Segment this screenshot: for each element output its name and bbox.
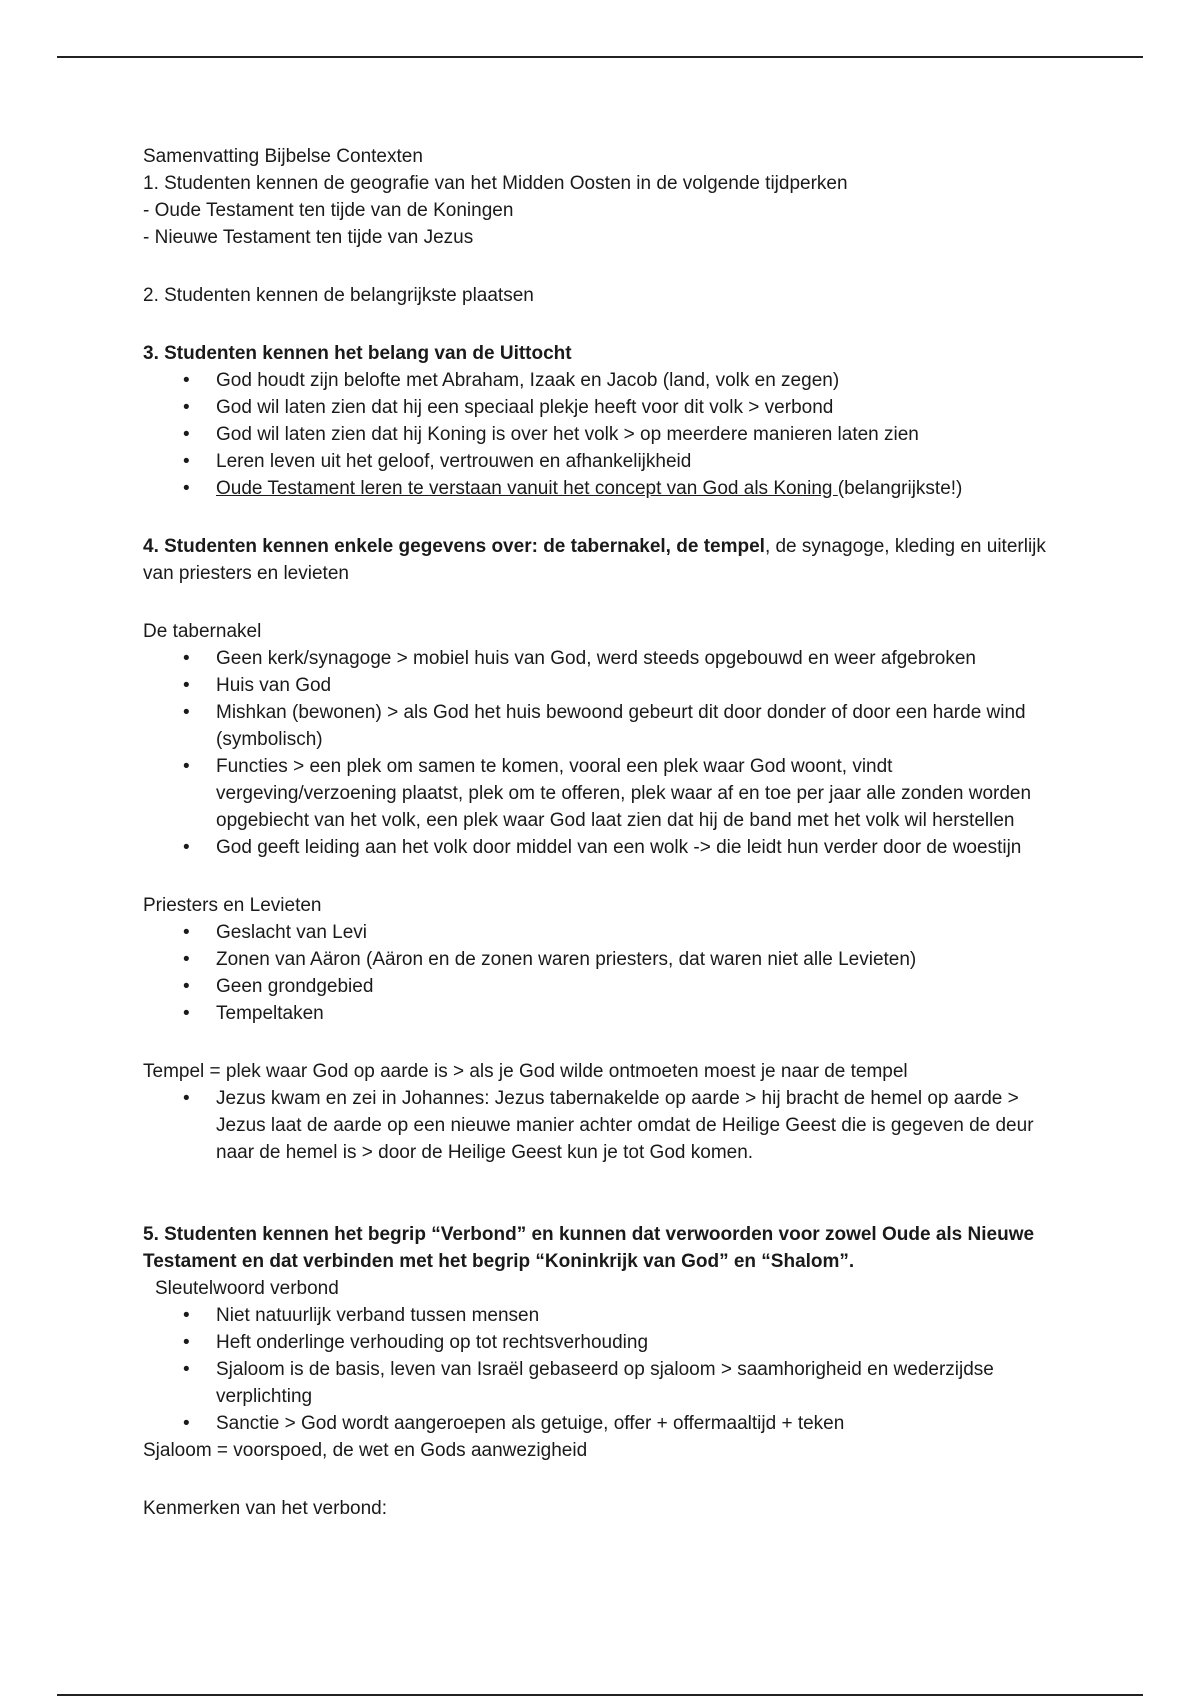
section-3-heading: 3. Studenten kennen het belang van de Uittocht: [143, 343, 572, 364]
section-2-heading: 2. Studenten kennen de belangrijkste plaatsen: [143, 285, 534, 306]
list-item: • Geen grondgebied: [143, 973, 1063, 1000]
tabernakel-title: De tabernakel: [143, 621, 262, 642]
footer-rule: [57, 1694, 1143, 1696]
section-5-list: [143, 1302, 1063, 1437]
header-rule: [57, 56, 1143, 58]
list-item: [143, 475, 1063, 502]
list-item: • Geslacht van Levi: [143, 919, 1063, 946]
list-item: • Niet natuurlijk verband tussen mensen: [143, 1302, 1063, 1329]
list-item: • Leren leven uit het geloof, vertrouwen en afhankelijkheid: [143, 448, 1063, 475]
list-item: • Sanctie > God wordt aangeroepen als getuige, offer + offermaaltijd + teken: [143, 1410, 1063, 1437]
sleutelwoord-title: Sleutelwoord verbond: [155, 1278, 339, 1299]
section-1-line: - Nieuwe Testament ten tijde van Jezus: [143, 227, 474, 248]
priesters-title: Priesters en Levieten: [143, 895, 322, 916]
section-4-heading-rest: , de synagoge, kleding en uiterlijk van priesters en levieten: [143, 536, 1046, 584]
section-4-heading: [143, 533, 1063, 587]
list-item: • Functies > een plek om samen te komen, vooral een plek waar God woont, vindt vergeving/verzoening plaatst, plek om te offeren, plek waar af en toe per jaar alle zonden worden opgebiecht van het volk, een plek waar God laat zien dat hij de band met het volk wil herstellen: [143, 753, 1063, 834]
document-body: [143, 143, 1063, 1522]
list-item: • Sjaloom is de basis, leven van Israël gebaseerd op sjaloom > saamhorigheid en wederzijdse verplichting: [143, 1356, 1063, 1410]
section-1-line: - Oude Testament ten tijde van de Koningen: [143, 200, 514, 221]
list-item: • Mishkan (bewonen) > als God het huis bewoond gebeurt dit door donder of door een harde wind (symbolisch): [143, 699, 1063, 753]
kenmerken-line: Kenmerken van het verbond:: [143, 1498, 387, 1519]
section-3-list: [143, 367, 1063, 502]
tempel-list: [143, 1085, 1063, 1166]
list-item: • God wil laten zien dat hij Koning is over het volk > op meerdere manieren laten zien: [143, 421, 1063, 448]
section-1-heading: 1. Studenten kennen de geografie van het Midden Oosten in de volgende tijdperken: [143, 173, 848, 194]
sjaloom-line: Sjaloom = voorspoed, de wet en Gods aanwezigheid: [143, 1440, 588, 1461]
priesters-list: [143, 919, 1063, 1027]
section-4-heading-bold: 4. Studenten kennen enkele gegevens over: de tabernakel, de tempel: [143, 536, 765, 557]
tabernakel-list: [143, 645, 1063, 861]
list-item: • God houdt zijn belofte met Abraham, Izaak en Jacob (land, volk en zegen): [143, 367, 1063, 394]
list-item: • Tempeltaken: [143, 1000, 1063, 1027]
tempel-line: Tempel = plek waar God op aarde is > als je God wilde ontmoeten moest je naar de tempel: [143, 1061, 908, 1082]
underlined-text: Oude Testament leren te verstaan vanuit het concept van God als Koning: [216, 478, 838, 499]
list-item: • Zonen van Aäron (Aäron en de zonen waren priesters, dat waren niet alle Levieten): [143, 946, 1063, 973]
document-title: Samenvatting Bijbelse Contexten: [143, 146, 423, 167]
list-item: • God geeft leiding aan het volk door middel van een wolk -> die leidt hun verder door de woestijn: [143, 834, 1063, 861]
list-item: • Huis van God: [143, 672, 1063, 699]
section-5-heading: 5. Studenten kennen het begrip “Verbond” en kunnen dat verwoorden voor zowel Oude als Nieuwe Testament en dat verbinden met het begrip “Koninkrijk van God” en “Shalom”.: [143, 1224, 1035, 1272]
list-item-rest: (belangrijkste!): [837, 478, 963, 499]
list-item: • Geen kerk/synagoge > mobiel huis van God, werd steeds opgebouwd en weer afgebroken: [143, 645, 1063, 672]
list-item: • God wil laten zien dat hij een speciaal plekje heeft voor dit volk > verbond: [143, 394, 1063, 421]
list-item: • Heft onderlinge verhouding op tot rechtsverhouding: [143, 1329, 1063, 1356]
list-item: • Jezus kwam en zei in Johannes: Jezus tabernakelde op aarde > hij bracht de hemel op aarde > Jezus laat de aarde op een nieuwe manier achter omdat de Heilige Geest die is gegeven de deur naar de hemel is > door de Heilige Geest kun je tot God komen.: [143, 1085, 1063, 1166]
